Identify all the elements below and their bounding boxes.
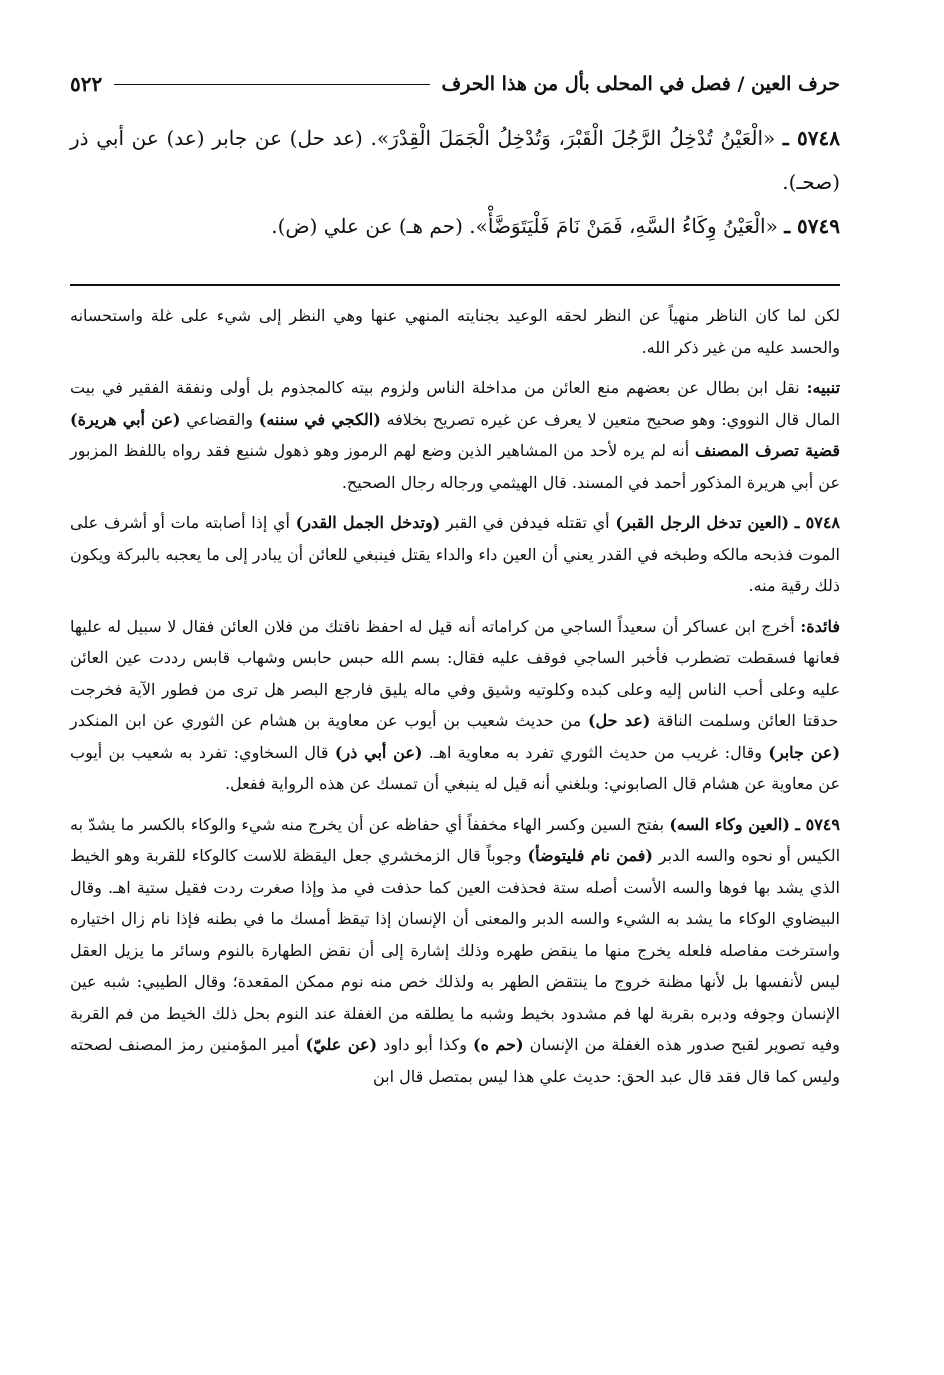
paragraph-text: لكن لما كان الناظر منهياً عن النظر لحقه الوعيد بجنايته المنهي عنها وهي النظر إلى شيء على غلة واستحسانه والحسد عليه من غير ذكر الله. [70, 306, 840, 357]
bold-reference: (حم ه) [473, 1035, 524, 1054]
bold-reference: (عن عليّ) [305, 1035, 378, 1054]
bold-reference: (عن أبي هريرة) قضية تصرف المصنف [70, 409, 841, 460]
running-header [70, 62, 840, 106]
paragraph-text: وكذا أبو داود [377, 1035, 467, 1054]
faida-label: فائدة: [800, 616, 841, 636]
hadith-number: ٥٧٤٩ ـ [784, 214, 840, 238]
paragraph-text: بفتح السين وكسر الهاء مخففاً أي حفاظه عن أن يخرج منه شيء والوكاء بالكسر ما يشدّ به الكيس أو نحوه والسه الدبر [70, 814, 841, 865]
paragraph-text: وقال: غريب من حديث الثوري تفرد به معاوية اهـ. [422, 742, 762, 762]
bold-quote: (العين تدخل الرجل القبر) [615, 513, 790, 532]
commentary-section [70, 300, 840, 1092]
paragraph-text: قال السخاوي: تفرد به شعيب بن أيوب عن معاوية عن هشام قال الصابوني: وبلغني أنه قيل له ينبغي أن تمسك عن هذه الرواية ففعل. [70, 742, 840, 793]
entry-number: ٥٧٤٨ ـ [794, 513, 840, 532]
tanbih-label: تنبيه: [806, 378, 841, 397]
entry-number: ٥٧٤٩ ـ [795, 814, 840, 834]
chapter-title: حرف العين / فصل في المحلى بأل من هذا الحرف [441, 73, 840, 95]
bold-quote: (العين وكاء السه) [669, 814, 790, 834]
faida-paragraph [70, 611, 840, 800]
paragraph-text: أي إذا أصابته مات أو أشرف على الموت فذبحه مالكه وطبخه في القدر يعني أن العين داء والداء يقتل فينبغي للعائن أن يبادر إلى ما يعجبه بالبركة ويكون ذلك رقية منه. [70, 513, 840, 595]
bold-reference: (الكجي في سننه) [258, 409, 381, 429]
paragraph-text: والقضاعي [180, 409, 254, 429]
paragraph-text: نقل ابن بطال عن بعضهم منع العائن من مداخلة الناس ولزوم بيته كالمجذوم بل أولى ونفقة الفقير في بيت المال قال النووي: وهو صحيح متعين لا يعرف عن غيره تصريح بخلافه [70, 378, 841, 429]
commentary-entry-5748 [70, 507, 840, 602]
hadith-text: «الْعَيْنُ تُدْخِلُ الرَّجُلَ الْقَبْرَ، وَتُدْخِلُ الْجَمَلَ الْقِدْرَ». (عد حل) عن جابر (عد) عن أبي ذر (صحـ). [70, 126, 840, 194]
paragraph-text: أمير المؤمنين رمز المصنف لصحته وليس كما قال فقد قال عبد الحق: حديث علي هذا ليس بمتصل قال ابن [70, 1035, 840, 1086]
paragraph-text: أنه لم يره لأحد من المشاهير الذين وضع لهم الرموز وهو ذهول شنيع فقد رواه باللفظ المزبور عن أبي هريرة المذكور أحمد في المسند. قال الهيثمي ورجاله رجال الصحيح. [70, 441, 840, 492]
bold-reference: (عن جابر) [768, 742, 841, 762]
header-rule [114, 84, 429, 85]
bold-reference: (عن أبي ذر) [334, 742, 423, 762]
paragraph-text: أي تقتله فيدفن في القبر [440, 513, 610, 532]
document-page [70, 62, 840, 1352]
tanbih-paragraph [70, 372, 840, 498]
paragraph-text: أخرج ابن عساكر أن سعيداً الساجي من كراماته أنه قيل له احفظ ناقتك من فلان العائن فقال لا سبيل له عليها فعانها فسقطت تضطرب فأخبر الساجي فوقف عليه فقال: بسم الله حبس حابس وشهاب قابس رددت عين العائن عليه وعلى أحب الناس إليه وعلى كبده وكلوتيه وشيق وفي ماله يليق فارجع البصر هل ترى من فطور الآية فخرجت حدقتا العائن وسلمت الناقة [70, 616, 840, 730]
hadith-number: ٥٧٤٨ ـ [782, 126, 841, 150]
hadith-entry [70, 116, 840, 204]
section-divider [70, 284, 840, 286]
commentary-paragraph [70, 300, 840, 363]
paragraph-text: من حديث شعيب بن أيوب عن معاوية بن هشام عن الثوري عن ابن المنكدر [70, 711, 582, 730]
page-number: ٥٢٢ [70, 72, 103, 96]
hadith-text: «الْعَيْنُ وِكَاءُ السَّهِ، فَمَنْ نَامَ فَلْيَتَوَضَّأْ». (حم هـ) عن علي (ض). [271, 214, 778, 238]
commentary-entry-5749 [70, 809, 840, 1093]
bold-reference: (عد حل) [587, 711, 651, 730]
bold-quote: (وتدخل الجمل القدر) [295, 513, 441, 532]
hadith-section [70, 116, 840, 248]
hadith-entry [70, 204, 840, 248]
paragraph-text: وجوباً قال الزمخشري جعل اليقظة للاست كالوكاء للقربة وهو الخيط الذي يشد بها فوها والسه الأست أصله ستة فحذفت العين كما حذفت في مذ وإذا صغرت ردت فقيل ستية اهـ. وقال البيضاوي الوكاء ما يشد به الشيء والسه الدبر والمعنى أن الإنسان إذا تيقظ أمسك ما في بطنه فإذا نام زال اختياره واسترخت مفاصله فلعله يخرج منها ما ينقض طهره وذلك إشارة إلى أن نقض الطهارة بالنوم وسائر ما يزيل العقل ليس لأنفسها بل لأنها مظنة خروج ما ينتقض الطهر به ولذلك خص منه نوم ممكن المقعدة؛ وقال الطيبي: شبه عين الإنسان وجوفه ودبره بقربة لها فم مشدود بخيط وشبه ما يطلقه من الغفلة عند النوم بحل ذلك الخيط من فم القربة وفيه تصوير لقبح صدور هذه الغفلة من الإنسان [70, 846, 841, 1054]
bold-quote: (فمن نام فليتوضأ) [527, 846, 653, 865]
